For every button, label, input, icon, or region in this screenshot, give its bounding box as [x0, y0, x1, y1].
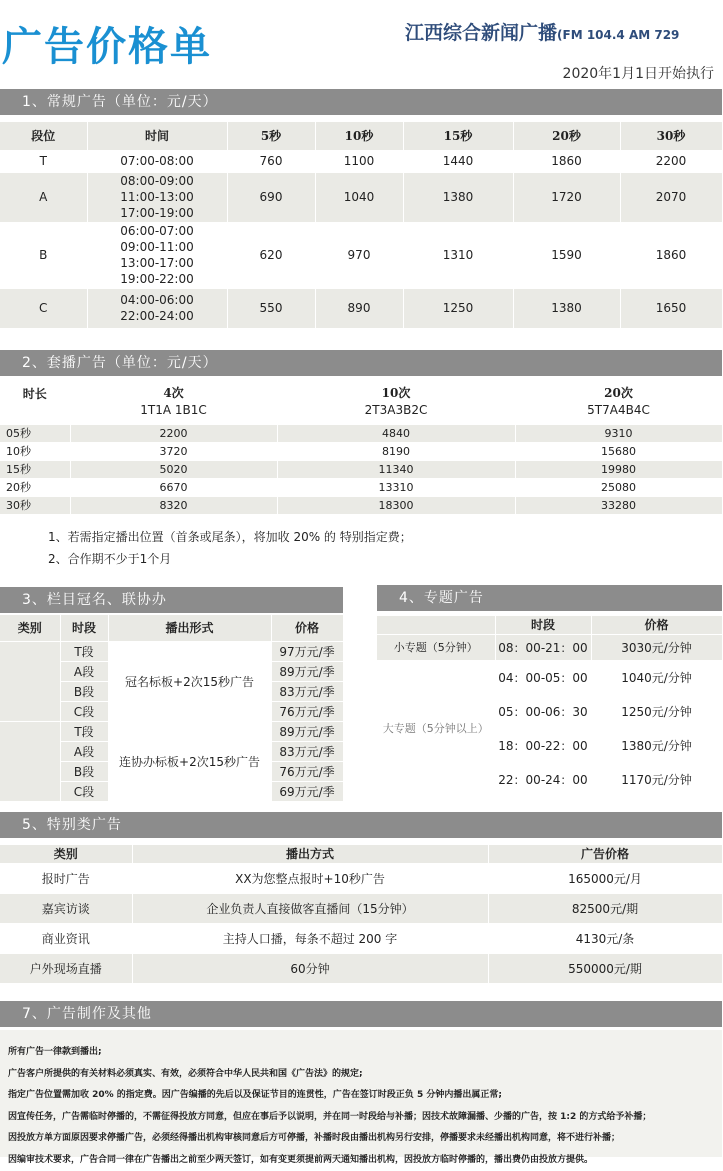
section-7-header: 7、广告制作及其他	[0, 1001, 722, 1027]
package-notes	[48, 526, 412, 570]
price-cell: 1860	[620, 222, 722, 288]
length-cell: 10秒	[0, 442, 70, 460]
column-header	[515, 380, 722, 424]
section-1-header: 1、常规广告（单位：元/天）	[0, 89, 722, 115]
terms-line: 因投放方单方面原因要求停播广告，必须经得播出机构审核同意后方可停播，补播时段由播出机构另行安排，停播要求未经播出机构同意，将不进行补播；	[8, 1128, 722, 1150]
table-row	[0, 424, 722, 442]
column-header: 10秒	[315, 122, 403, 150]
feature-ads-table	[377, 616, 723, 797]
table-row	[0, 442, 722, 460]
table-row	[0, 460, 722, 478]
table-row	[0, 953, 722, 983]
price-cell: 8190	[277, 442, 515, 460]
table-row	[0, 721, 343, 741]
price-cell: 970	[315, 222, 403, 288]
price-cell: 620	[227, 222, 315, 288]
terms-line: 指定广告位置需加收 20% 的指定费。因广告编播的先后以及保证节目的连贯性，广告在签订时段正负 5 分钟内播出属正常;	[8, 1085, 722, 1107]
column-header: 时间	[87, 122, 227, 150]
category-cell	[0, 721, 60, 801]
column-header-codes: 2T3A3B2C	[278, 402, 515, 419]
column-header: 播出方式	[132, 845, 488, 863]
note-line: 1、若需指定播出位置（首条或尾条），将加收 20% 的 特别指定费；	[48, 526, 412, 548]
price-cell: 83万元/季	[271, 681, 343, 701]
method-cell: 主持人口播，每条不超过 200 字	[132, 923, 488, 953]
table-row	[0, 288, 722, 328]
form-cell: 连协办标板+2次15秒广告	[108, 721, 271, 801]
terms-text	[0, 1030, 722, 1157]
price-cell: 5020	[70, 460, 277, 478]
category-cell: 户外现场直播	[0, 953, 132, 983]
time-cell	[87, 172, 227, 222]
column-header: 价格	[591, 616, 722, 634]
time-cell	[87, 288, 227, 328]
time-slot: 17:00-19:00	[88, 205, 227, 221]
form-cell: 冠名标板+2次15秒广告	[108, 641, 271, 721]
column-header: 价格	[271, 615, 343, 641]
table-header-row	[0, 845, 722, 863]
price-cell: 890	[315, 288, 403, 328]
station-name-text: 江西综合新闻广播	[405, 22, 557, 44]
price-cell: 165000元/月	[488, 863, 722, 893]
slot-cell: A段	[60, 661, 108, 681]
price-cell: 15680	[515, 442, 722, 460]
table-row	[0, 923, 722, 953]
level-cell: C	[0, 288, 87, 328]
column-header: 段位	[0, 122, 87, 150]
time-cell	[87, 150, 227, 172]
slot-cell: A段	[60, 741, 108, 761]
time-slot: 19:00-22:00	[88, 271, 227, 287]
price-cell: 1590	[513, 222, 620, 288]
column-header-label: 4次	[71, 385, 277, 402]
time-slot: 09:00-11:00	[88, 239, 227, 255]
price-cell: 1440	[403, 150, 513, 172]
length-cell: 20秒	[0, 478, 70, 496]
column-header: 播出形式	[108, 615, 271, 641]
level-cell: B	[0, 222, 87, 288]
station-name	[405, 18, 679, 45]
time-cell	[87, 222, 227, 288]
price-cell: 3720	[70, 442, 277, 460]
category-cell: 报时广告	[0, 863, 132, 893]
table-header-row	[0, 122, 722, 150]
price-cell: 76万元/季	[271, 701, 343, 721]
price-cell: 2070	[620, 172, 722, 222]
regular-ads-table	[0, 122, 723, 329]
time-slot: 22:00-24:00	[88, 308, 227, 324]
price-cell: 3030元/分钟	[591, 634, 722, 660]
price-cell: 1720	[513, 172, 620, 222]
length-cell: 30秒	[0, 496, 70, 514]
price-cell: 1040	[315, 172, 403, 222]
table-header-row	[0, 380, 722, 424]
time-slot: 11:00-13:00	[88, 189, 227, 205]
table-row	[0, 150, 722, 172]
price-cell: 13310	[277, 478, 515, 496]
price-cell: 690	[227, 172, 315, 222]
effective-date: 2020年1月1日开始执行	[563, 63, 714, 83]
terms-line: 广告客户所提供的有关材料必须真实、有效，必须符合中华人民共和国《广告法》的规定;	[8, 1064, 722, 1086]
slot-cell: T段	[60, 721, 108, 741]
page-title: 广告价格单	[2, 22, 212, 72]
special-ads-table	[0, 845, 723, 984]
category-cell	[0, 641, 60, 721]
column-header: 广告价格	[488, 845, 722, 863]
price-cell: 2200	[620, 150, 722, 172]
time-slot: 08:00-09:00	[88, 173, 227, 189]
table-row	[377, 660, 722, 694]
time-slot: 07:00-08:00	[88, 153, 227, 169]
column-header: 类别	[0, 845, 132, 863]
table-row	[0, 496, 722, 514]
table-row	[0, 478, 722, 496]
price-cell: 1250	[403, 288, 513, 328]
price-cell: 82500元/期	[488, 893, 722, 923]
slot-cell: 04：00-05：00	[495, 660, 591, 694]
price-cell: 97万元/季	[271, 641, 343, 661]
column-header	[277, 380, 515, 424]
slot-cell: 05：00-06：30	[495, 694, 591, 728]
method-cell: XX为您整点报时+10秒广告	[132, 863, 488, 893]
package-ads-table	[0, 380, 723, 515]
price-cell: 1250元/分钟	[591, 694, 722, 728]
price-cell: 4840	[277, 424, 515, 442]
time-slot: 06:00-07:00	[88, 223, 227, 239]
slot-cell: B段	[60, 681, 108, 701]
small-feature-label: 小专题（5分钟）	[377, 634, 495, 660]
price-cell: 1100	[315, 150, 403, 172]
table-row	[0, 222, 722, 288]
level-cell: T	[0, 150, 87, 172]
method-cell: 60分钟	[132, 953, 488, 983]
table-row	[0, 893, 722, 923]
table-header-row	[0, 615, 343, 641]
table-row	[0, 863, 722, 893]
table-row	[377, 634, 722, 660]
column-header-label: 20次	[516, 385, 722, 402]
column-header: 15秒	[403, 122, 513, 150]
column-header: 时段	[60, 615, 108, 641]
price-cell: 4130元/条	[488, 923, 722, 953]
terms-line: 因宣传任务，广告需临时停播的，不需征得投放方同意，但应在事后予以说明，并在同一时段给与补播；因技术故障漏播、少播的广告，按 1:2 的方式给予补播；	[8, 1107, 722, 1129]
price-cell: 760	[227, 150, 315, 172]
slot-cell: B段	[60, 761, 108, 781]
price-cell: 25080	[515, 478, 722, 496]
price-cell: 11340	[277, 460, 515, 478]
slot-cell: 22：00-24：00	[495, 762, 591, 796]
price-cell: 1380元/分钟	[591, 728, 722, 762]
price-cell: 2200	[70, 424, 277, 442]
price-cell: 1650	[620, 288, 722, 328]
price-cell: 550000元/期	[488, 953, 722, 983]
column-header: 类别	[0, 615, 60, 641]
column-header: 30秒	[620, 122, 722, 150]
column-header	[70, 380, 277, 424]
column-header-codes: 1T1A 1B1C	[71, 402, 277, 419]
sponsorship-table	[0, 615, 344, 802]
table-row	[0, 172, 722, 222]
station-frequency: (FM 104.4 AM 729	[557, 28, 679, 42]
method-cell: 企业负责人直接做客直播间（15分钟）	[132, 893, 488, 923]
column-header: 时长	[0, 380, 70, 424]
section-5-header: 5、特别类广告	[0, 812, 722, 838]
time-slot: 13:00-17:00	[88, 255, 227, 271]
price-cell: 1040元/分钟	[591, 660, 722, 694]
length-cell: 05秒	[0, 424, 70, 442]
big-feature-label: 大专题（5分钟以上）	[377, 660, 495, 796]
price-cell: 33280	[515, 496, 722, 514]
price-cell: 19980	[515, 460, 722, 478]
price-cell: 69万元/季	[271, 781, 343, 801]
slot-cell: 08：00-21：00	[495, 634, 591, 660]
price-cell: 1380	[403, 172, 513, 222]
price-cell: 1170元/分钟	[591, 762, 722, 796]
price-cell: 18300	[277, 496, 515, 514]
section-3-header: 3、栏目冠名、联协办	[0, 587, 343, 613]
slot-cell: T段	[60, 641, 108, 661]
category-cell: 嘉宾访谈	[0, 893, 132, 923]
price-cell: 89万元/季	[271, 661, 343, 681]
price-cell: 83万元/季	[271, 741, 343, 761]
price-cell: 550	[227, 288, 315, 328]
price-cell: 1310	[403, 222, 513, 288]
category-cell: 商业资讯	[0, 923, 132, 953]
price-cell: 89万元/季	[271, 721, 343, 741]
slot-cell: C段	[60, 701, 108, 721]
section-4-header: 4、专题广告	[377, 585, 722, 611]
note-line: 2、合作期不少于1个月	[48, 548, 412, 570]
terms-line: 所有广告一律款到播出;	[8, 1042, 722, 1064]
terms-line: 因编审技术要求，广告合同一律在广告播出之前至少两天签订，如有变更须提前两天通知播出机构，因投放方临时停播的，播出费仍由投放方提供。	[8, 1150, 722, 1171]
column-header-codes: 5T7A4B4C	[516, 402, 722, 419]
level-cell: A	[0, 172, 87, 222]
price-cell: 6670	[70, 478, 277, 496]
price-cell: 1380	[513, 288, 620, 328]
column-header: 5秒	[227, 122, 315, 150]
table-row	[0, 641, 343, 661]
slot-cell: 18：00-22：00	[495, 728, 591, 762]
slot-cell: C段	[60, 781, 108, 801]
table-header-row	[377, 616, 722, 634]
price-cell: 8320	[70, 496, 277, 514]
section-2-header: 2、套播广告（单位：元/天）	[0, 350, 722, 376]
price-cell: 1860	[513, 150, 620, 172]
column-header: 时段	[495, 616, 591, 634]
time-slot: 04:00-06:00	[88, 292, 227, 308]
column-header: 20秒	[513, 122, 620, 150]
price-cell: 9310	[515, 424, 722, 442]
price-cell: 76万元/季	[271, 761, 343, 781]
length-cell: 15秒	[0, 460, 70, 478]
column-header-label: 10次	[278, 385, 515, 402]
column-header	[377, 616, 495, 634]
